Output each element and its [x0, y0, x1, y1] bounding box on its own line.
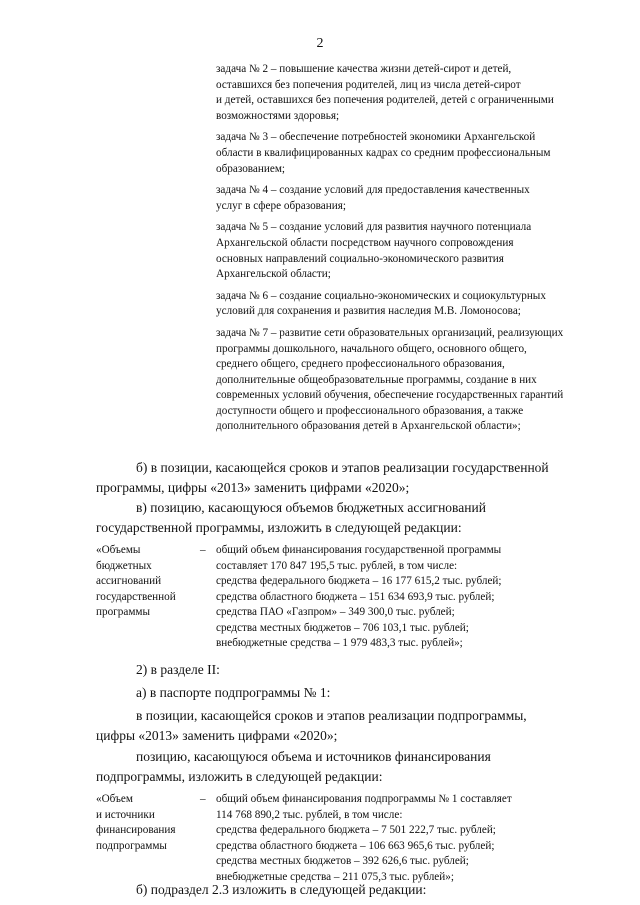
task-item: задача № 7 – развитие сети образовательных организаций, реализующих программы дошкольного, начального общего, основного общего, среднего общего, среднего профессионального образования, дополнительные общеобразовательные программы, создание в них современных условий обучения, обеспечение государственных гарантий доступности общего и профессионального образования, а также дополнительного образования детей в Архангельской области»; — [216, 326, 564, 433]
task-item: задача № 2 – повышение качества жизни детей-сирот и детей, оставшихся без попечения родителей, лиц из числа детей-сирот и детей, оставшихся без попечения родителей, детей с ограниченными возможностями здоровья; — [216, 63, 554, 122]
paragraph-terms-sub: в позиции, касающейся сроков и этапов реализации подпрограммы, цифры «2013» заменить цифрами «2020»; — [96, 708, 527, 743]
paragraph-subsection-2-3: б) подраздел 2.3 изложить в следующей редакции: — [136, 882, 427, 897]
paragraph-passport-sub1: а) в паспорте подпрограммы № 1: — [136, 685, 331, 700]
paragraph-terms: б) в позиции, касающейся сроков и этапов реализации государственной программы, цифры «2013» заменить цифрами «2020»; — [96, 460, 549, 495]
passport-value: общий объем финансирования подпрограммы № 1 составляет 114 768 890,2 тыс. рублей, в том числе: средства федерального бюджета – 7 501 222,7 тыс. рублей; средства областного бюджета – 106 663 965,6 тыс. рублей; средства местных бюджетов – 392 626,6 тыс. рублей; внебюджетные средства – 211 075,3 тыс. рублей»; — [216, 793, 512, 883]
paragraph-section-2: 2) в разделе II: — [136, 662, 220, 677]
task-item: задача № 4 – создание условий для предоставления качественных услуг в сфере образования; — [216, 184, 530, 212]
passport-label: «Объем и источники финансирования подпрограммы — [96, 793, 176, 852]
paragraph-volume-sub: позицию, касающуюся объема и источников финансирования подпрограммы, изложить в следующей редакции: — [96, 749, 491, 784]
passport-dash: – — [200, 793, 206, 805]
passport-label: «Объемы бюджетных ассигнований государственной программы — [96, 544, 176, 618]
paragraph-volume: в) позицию, касающуюся объемов бюджетных ассигнований государственной программы, изложить в следующей редакции: — [96, 500, 486, 535]
task-item: задача № 3 – обеспечение потребностей экономики Архангельской области в квалифицированных кадрах со средним профессиональным образованием; — [216, 131, 551, 175]
task-item: задача № 5 – создание условий для развития научного потенциала Архангельской области посредством научного сопровождения основных направлений социально-экономического развития Архангельской области; — [216, 221, 532, 281]
task-item: задача № 6 – создание социально-экономических и социокультурных условий для сохранения и развития наследия М.В. Ломоносова; — [216, 289, 546, 318]
page-number: 2 — [316, 36, 324, 51]
tasks-list — [216, 62, 616, 441]
passport-value: общий объем финансирования государственной программы составляет 170 847 195,5 тыс. рублей, в том числе: средства федерального бюджета – 16 177 615,2 тыс. рублей; средства областного бюджета – 151 634 693,9 тыс. рублей; средства ПАО «Газпром» – 349 300,0 тыс. рублей; средства местных бюджетов – 706 103,1 тыс. рублей; внебюджетные средства – 1 979 483,3 тыс. рублей»; — [216, 544, 502, 649]
passport-dash: – — [200, 544, 206, 556]
